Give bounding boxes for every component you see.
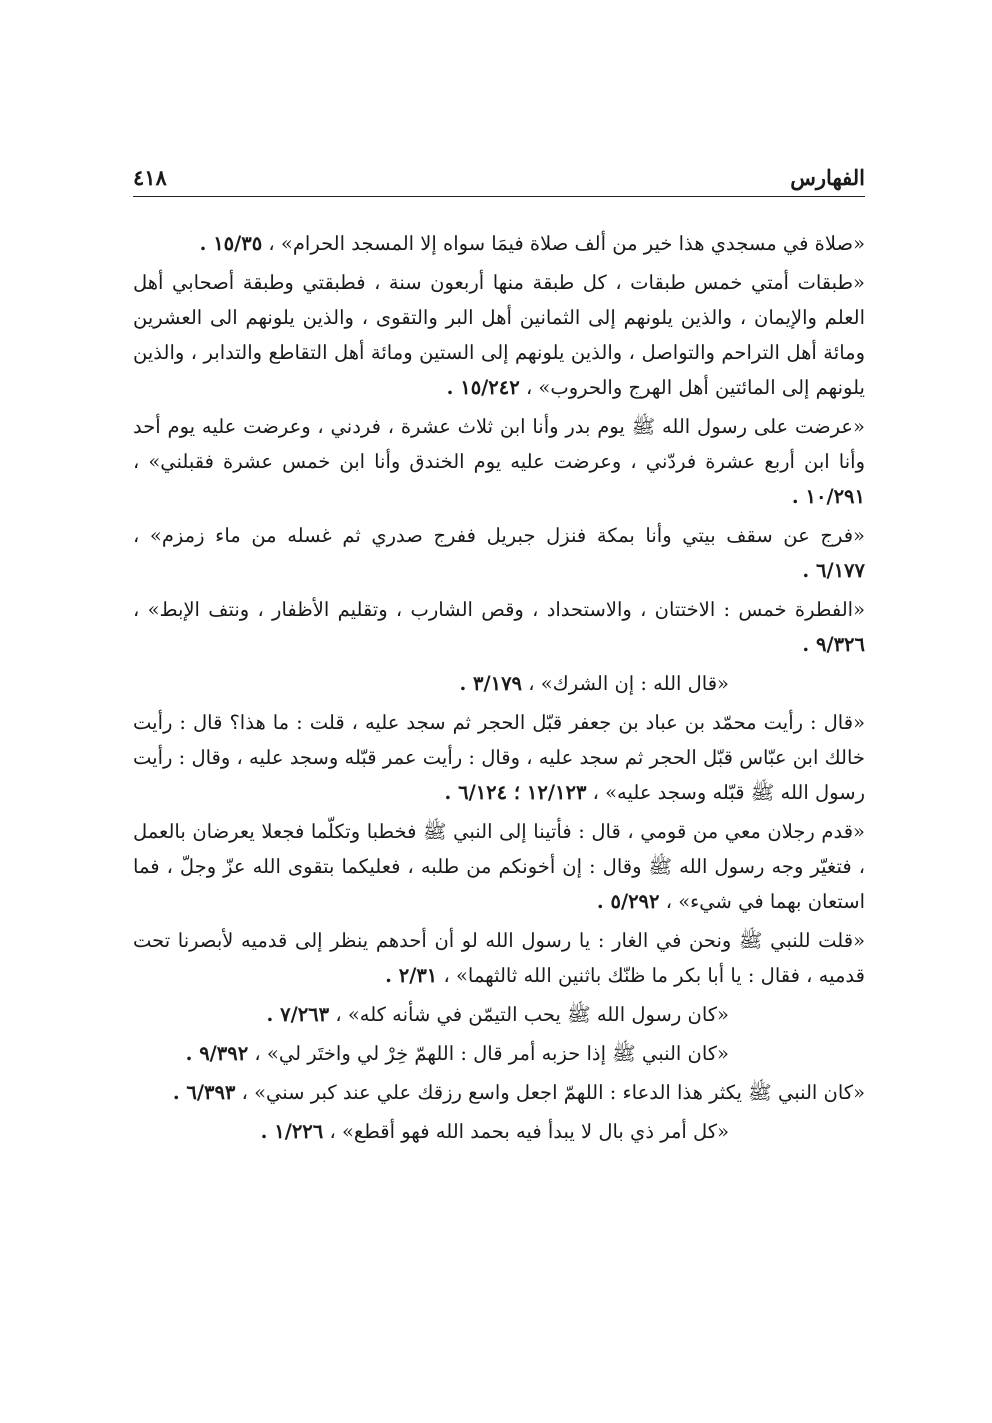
entry-text: «قدم رجلان معي من قومي ، قال : فأتينا إلى النبي ﷺ فخطبا وتكلّما فجعلا يعرضان بالعمل ، فتغيّر وجه رسول الله ﷺ وقال : إن أخونكم من طلبه ، فعليكما بتقوى الله عزّ وجلّ ، فما استعان بهما في شيء» ، (133, 820, 865, 913)
index-entry (133, 997, 865, 1032)
entry-reference: ١٥/٣٥ . (199, 232, 263, 255)
entry-text: «الفطرة خمس : الاختتان ، والاستحداد ، وقص الشارب ، وتقليم الأظفار ، ونتف الإبط» ، (133, 598, 865, 621)
entry-text: «قال الله : إن الشرك» ، (528, 672, 729, 695)
page-header (133, 148, 865, 197)
page-title: الفهارس (790, 165, 865, 190)
entry-text: «كان النبي ﷺ يكثر هذا الدعاء : اللهمّ اجعل واسع رزقك علي عند كبر سني» ، (241, 1081, 865, 1104)
index-entries (133, 226, 865, 1153)
entry-reference: ٩/٣٢٦ . (802, 633, 865, 656)
entry-reference: ٦/١٧٧ . (802, 559, 865, 582)
entry-reference: ٢/٣١ . (385, 964, 438, 987)
index-entry (133, 1075, 865, 1110)
entry-text: «كان رسول الله ﷺ يحب التيمّن في شأنه كله» ، (335, 1003, 729, 1026)
entry-reference: ١٥/٢٤٢ . (446, 376, 520, 399)
index-entry (133, 923, 865, 993)
index-entry (133, 409, 865, 514)
index-entry (133, 705, 865, 810)
entry-reference: ٩/٣٩٢ . (185, 1042, 249, 1065)
entry-text: «قلت للنبي ﷺ ونحن في الغار : يا رسول الله لو أن أحدهم ينظر إلى قدميه لأبصرنا تحت قدميه ، فقال : يا أبا بكر ما ظنّك باثنين الله ثالثهما» ، (133, 929, 865, 987)
entry-reference: ١٢/١٢٣ ؛ ٦/١٢٤ . (444, 781, 587, 804)
entry-reference: ٧/٢٦٣ . (266, 1003, 330, 1026)
entry-text: «كان النبي ﷺ إذا حزبه أمر قال : اللهمّ خِرْ لي واختَر لي» ، (254, 1042, 729, 1065)
entry-reference: ٣/١٧٩ . (459, 672, 523, 695)
entry-text: «طبقات أمتي خمس طبقات ، كل طبقة منها أربعون سنة ، فطبقتي وطبقة أصحابي أهل العلم والإيمان ، والذين يلونهم إلى الثمانين أهل البر والتقوى ، والذين يلونهم الى العشرين ومائة أهل التراحم والتواصل ، والذين يلونهم إلى الستين ومائة أهل التقاطع والتدابر ، والذين يلونهم إلى المائتين أهل الهرج والحروب» ، (133, 271, 865, 399)
entry-reference: ١/٢٢٦ . (260, 1120, 324, 1143)
entry-text: «صلاة في مسجدي هذا خير من ألف صلاة فيمَا سواه إلا المسجد الحرام» ، (268, 232, 865, 255)
index-entry (133, 814, 865, 919)
index-entry (133, 226, 865, 261)
entry-text: «عرضت على رسول الله ﷺ يوم بدر وأنا ابن ثلاث عشرة ، فردني ، وعرضت عليه يوم أحد وأنا ابن أربع عشرة فردّني ، وعرضت عليه يوم الخندق وأنا ابن خمس عشرة فقبلني» ، (133, 415, 865, 473)
index-entry (133, 592, 865, 662)
index-entry (133, 666, 865, 701)
index-entry (133, 1036, 865, 1071)
index-entry (133, 265, 865, 405)
entry-text: «قال : رأيت محمّد بن عباد بن جعفر قبّل الحجر ثم سجد عليه ، قلت : ما هذا؟ قال : رأيت خالك ابن عبّاس قبّل الحجر ثم سجد عليه ، وقال : رأيت عمر قبّله وسجد عليه ، وقال : رأيت رسول الله ﷺ قبّله وسجد عليه» ، (133, 711, 865, 804)
entry-reference: ١٠/٢٩١ . (791, 485, 865, 508)
entry-reference: ٦/٣٩٣ . (172, 1081, 236, 1104)
index-entry (133, 1114, 865, 1149)
entry-text: «كل أمر ذي بال لا يبدأ فيه بحمد الله فهو أقطع» ، (329, 1120, 729, 1143)
page-number: ٤١٨ (133, 165, 167, 190)
index-entry (133, 518, 865, 588)
entry-reference: ٥/٢٩٢ . (596, 890, 660, 913)
entry-text: «فرج عن سقف بيتي وأنا بمكة فنزل جبريل ففرج صدري ثم غسله من ماء زمزم» ، (133, 524, 865, 547)
